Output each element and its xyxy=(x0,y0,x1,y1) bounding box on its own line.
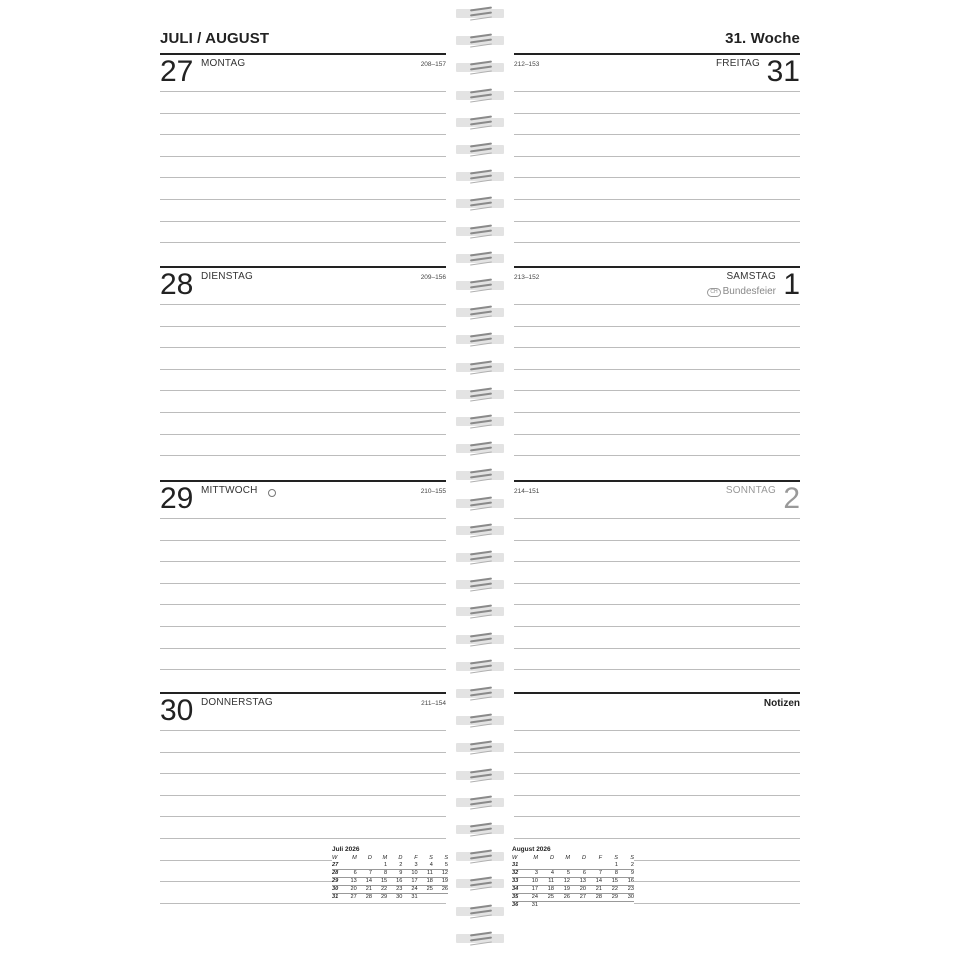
mini-calendar-header-row xyxy=(512,855,634,862)
spiral-ring xyxy=(456,577,504,591)
weekday-header: W xyxy=(512,855,518,861)
writing-line xyxy=(514,518,800,519)
writing-line xyxy=(160,177,446,178)
day-of-year: 210–155 xyxy=(420,488,446,495)
day-cell: 10 xyxy=(411,870,418,876)
writing-line xyxy=(160,604,446,605)
writing-line xyxy=(514,795,800,796)
day-cell: 8 xyxy=(384,870,388,876)
mini-calendar-title: Juli 2026 xyxy=(332,846,360,853)
writing-line xyxy=(514,604,800,605)
day-cell xyxy=(538,862,554,869)
day-section-saturday[interactable] xyxy=(514,266,800,476)
notes-title: Notizen xyxy=(763,698,800,709)
weekday-header: D xyxy=(398,855,403,861)
writing-line xyxy=(514,369,800,370)
swiss-holiday-badge-icon: CH xyxy=(707,288,720,297)
day-cell: 1 xyxy=(614,862,618,868)
spiral-ring xyxy=(456,305,504,319)
week-number: 31 xyxy=(332,894,339,900)
day-cell: 30 xyxy=(396,894,403,900)
spiral-ring xyxy=(456,360,504,374)
writing-line xyxy=(160,583,446,584)
day-cell: 3 xyxy=(534,870,538,876)
day-cell: 18 xyxy=(547,886,554,892)
mini-calendar-august xyxy=(512,846,634,909)
writing-line xyxy=(514,752,800,753)
holiday-label xyxy=(707,286,776,297)
day-cell: 18 xyxy=(426,878,433,884)
spiral-ring xyxy=(456,686,504,700)
day-cell: 5 xyxy=(566,870,570,876)
day-cell: 13 xyxy=(579,878,586,884)
writing-line xyxy=(160,903,446,904)
day-cell: 14 xyxy=(595,878,602,884)
writing-line xyxy=(160,773,446,774)
day-cell: 4 xyxy=(550,870,554,876)
holiday-name: Bundesfeier xyxy=(722,286,776,297)
day-number: 2 xyxy=(783,482,800,515)
day-cell xyxy=(522,862,538,869)
day-of-year: 214–151 xyxy=(514,488,540,495)
writing-line xyxy=(514,326,800,327)
writing-line xyxy=(160,412,446,413)
spiral-ring xyxy=(456,6,504,20)
writing-line xyxy=(160,156,446,157)
spiral-ring xyxy=(456,115,504,129)
spiral-ring xyxy=(456,278,504,292)
day-number: 27 xyxy=(160,55,194,88)
spiral-ring xyxy=(456,795,504,809)
writing-line xyxy=(160,242,446,243)
writing-line xyxy=(514,838,800,839)
section-top-rule xyxy=(160,480,446,482)
day-cell: 22 xyxy=(611,886,618,892)
day-cell: 4 xyxy=(429,862,433,868)
spiral-ring xyxy=(456,441,504,455)
day-cell: 14 xyxy=(365,878,372,884)
writing-line xyxy=(514,221,800,222)
writing-line xyxy=(514,773,800,774)
day-section-wednesday[interactable] xyxy=(160,480,446,690)
week-number: 31 xyxy=(512,862,519,868)
day-of-year: 212–153 xyxy=(514,61,540,68)
day-cell: 16 xyxy=(396,878,403,884)
mini-calendar-week-row xyxy=(512,869,634,877)
day-cell: 17 xyxy=(531,886,538,892)
week-number: 32 xyxy=(512,870,519,876)
day-cell: 12 xyxy=(441,870,449,876)
section-top-rule xyxy=(514,266,800,268)
spiral-ring xyxy=(456,740,504,754)
day-cell: 30 xyxy=(627,894,634,900)
day-cell: 27 xyxy=(350,894,357,900)
writing-line xyxy=(514,730,800,731)
day-cell: 29 xyxy=(380,894,388,900)
weekday-header: D xyxy=(581,855,586,861)
spiral-ring xyxy=(456,931,504,945)
day-cell: 5 xyxy=(444,862,449,868)
mini-calendar-week-row xyxy=(512,901,634,909)
weekday-header: W xyxy=(332,855,338,861)
week-number: 35 xyxy=(512,894,519,900)
writing-line xyxy=(160,648,446,649)
mini-calendar-week-row xyxy=(332,885,448,893)
writing-line xyxy=(160,304,446,305)
writing-line xyxy=(160,326,446,327)
spiral-ring xyxy=(456,496,504,510)
day-cell: 20 xyxy=(350,886,357,892)
mini-calendar-week-row xyxy=(512,893,634,901)
day-cell: 7 xyxy=(368,870,372,876)
day-cell: 10 xyxy=(531,878,538,884)
spiral-ring xyxy=(456,387,504,401)
day-cell xyxy=(418,894,433,901)
day-name: SONNTAG xyxy=(725,485,776,496)
section-top-rule xyxy=(160,53,446,55)
week-number: 28 xyxy=(332,870,339,876)
writing-line xyxy=(160,752,446,753)
day-cell: 9 xyxy=(399,870,403,876)
writing-line xyxy=(514,113,800,114)
section-top-rule xyxy=(160,266,446,268)
section-top-rule xyxy=(160,692,446,694)
spiral-ring xyxy=(456,88,504,102)
day-number: 31 xyxy=(766,55,800,88)
spiral-ring xyxy=(456,332,504,346)
day-cell xyxy=(538,902,554,909)
mini-calendar-week-row xyxy=(332,893,448,901)
writing-line xyxy=(514,626,800,627)
mini-calendar-header-row xyxy=(332,855,448,862)
week-header: 31. Woche xyxy=(725,30,800,47)
day-cell: 2 xyxy=(399,862,403,868)
writing-line xyxy=(160,434,446,435)
mini-calendar-title: August 2026 xyxy=(512,846,551,853)
spiral-ring xyxy=(456,251,504,265)
writing-line xyxy=(160,816,446,817)
day-cell: 31 xyxy=(411,894,418,900)
day-cell: 8 xyxy=(614,870,618,876)
spiral-ring xyxy=(456,523,504,537)
day-cell: 24 xyxy=(531,894,538,900)
weekday-header: S xyxy=(614,855,618,861)
day-of-year: 209–156 xyxy=(420,274,446,281)
day-cell xyxy=(554,902,570,909)
writing-line xyxy=(160,113,446,114)
right-page xyxy=(512,0,960,960)
weekday-header: F xyxy=(414,855,418,861)
day-of-year: 208–157 xyxy=(420,61,446,68)
spiral-ring xyxy=(456,713,504,727)
day-cell: 17 xyxy=(411,878,418,884)
writing-line xyxy=(514,134,800,135)
writing-line xyxy=(160,795,446,796)
day-cell: 28 xyxy=(365,894,372,900)
weekday-header: M xyxy=(352,855,357,861)
day-name: DONNERSTAG xyxy=(201,697,273,708)
day-section-monday[interactable] xyxy=(160,53,446,263)
day-of-year: 211–154 xyxy=(421,700,446,707)
mini-calendar-week-row xyxy=(512,862,634,869)
day-cell: 15 xyxy=(380,878,388,884)
week-number: 29 xyxy=(332,878,339,884)
writing-line xyxy=(160,626,446,627)
spiral-ring xyxy=(456,414,504,428)
weekday-header: S xyxy=(630,855,634,861)
day-cell: 22 xyxy=(380,886,388,892)
day-cell: 21 xyxy=(365,886,372,892)
weekday-header: D xyxy=(367,855,372,861)
writing-line xyxy=(514,91,800,92)
mini-calendar-july xyxy=(332,846,448,901)
weekday-header: S xyxy=(429,855,433,861)
spiral-ring xyxy=(456,904,504,918)
day-cell: 26 xyxy=(441,886,449,892)
writing-line xyxy=(514,561,800,562)
day-name: FREITAG xyxy=(716,58,760,69)
writing-line xyxy=(160,455,446,456)
day-cell: 16 xyxy=(627,878,634,884)
writing-line xyxy=(160,390,446,391)
day-cell: 20 xyxy=(579,886,586,892)
day-number: 28 xyxy=(160,268,194,301)
mini-calendar-grid xyxy=(332,855,448,901)
week-number: 34 xyxy=(512,886,519,892)
writing-line xyxy=(514,434,800,435)
day-cell: 19 xyxy=(563,886,570,892)
full-moon-icon xyxy=(268,489,276,497)
mini-calendar-week-row xyxy=(332,877,448,885)
day-cell xyxy=(357,862,372,869)
day-cell: 31 xyxy=(531,902,538,908)
mini-calendar-week-row xyxy=(512,877,634,885)
day-cell: 2 xyxy=(630,862,634,868)
week-number: 30 xyxy=(332,886,339,892)
day-cell: 15 xyxy=(611,878,618,884)
day-cell xyxy=(433,894,448,901)
writing-line xyxy=(160,134,446,135)
writing-line xyxy=(514,199,800,200)
weekday-header: S xyxy=(444,855,449,861)
day-cell xyxy=(570,862,586,869)
spiral-ring xyxy=(456,768,504,782)
day-cell: 24 xyxy=(411,886,418,892)
spiral-ring xyxy=(456,659,504,673)
day-cell: 29 xyxy=(611,894,618,900)
day-cell: 13 xyxy=(350,878,357,884)
day-cell: 1 xyxy=(384,862,388,868)
day-cell xyxy=(586,862,602,869)
spiral-ring xyxy=(456,550,504,564)
spiral-ring xyxy=(456,632,504,646)
writing-line xyxy=(514,177,800,178)
day-cell: 9 xyxy=(630,870,634,876)
day-cell: 3 xyxy=(414,862,418,868)
writing-line xyxy=(514,583,800,584)
weekday-header: D xyxy=(549,855,554,861)
day-name: DIENSTAG xyxy=(201,271,253,282)
day-cell: 25 xyxy=(426,886,433,892)
week-number: 36 xyxy=(512,902,519,908)
day-cell: 26 xyxy=(563,894,570,900)
day-name: SAMSTAG xyxy=(726,271,776,282)
writing-line xyxy=(160,518,446,519)
day-number: 30 xyxy=(160,694,194,727)
mini-calendar-week-row xyxy=(512,885,634,893)
spiral-ring xyxy=(456,33,504,47)
writing-line xyxy=(514,347,800,348)
day-cell: 11 xyxy=(548,878,554,884)
writing-line xyxy=(514,669,800,670)
spiral-ring xyxy=(456,169,504,183)
spiral-ring xyxy=(456,876,504,890)
day-cell: 25 xyxy=(547,894,554,900)
day-section-tuesday[interactable] xyxy=(160,266,446,476)
writing-line xyxy=(160,669,446,670)
weekday-header: M xyxy=(533,855,538,861)
day-name: MONTAG xyxy=(201,58,246,69)
week-number: 33 xyxy=(512,878,519,884)
writing-line xyxy=(514,390,800,391)
day-of-year: 213–152 xyxy=(514,274,540,281)
day-cell: 23 xyxy=(396,886,403,892)
spiral-ring xyxy=(456,604,504,618)
day-number: 29 xyxy=(160,482,194,515)
writing-line xyxy=(160,199,446,200)
day-section-friday[interactable] xyxy=(514,53,800,263)
left-page xyxy=(0,0,448,960)
day-name: MITTWOCH xyxy=(201,485,258,496)
spiral-ring xyxy=(456,468,504,482)
day-cell xyxy=(554,862,570,869)
writing-line xyxy=(160,540,446,541)
writing-line xyxy=(514,540,800,541)
week-number: 27 xyxy=(332,862,339,868)
section-top-rule xyxy=(514,480,800,482)
day-cell: 11 xyxy=(427,870,433,876)
day-section-sunday[interactable] xyxy=(514,480,800,690)
writing-line xyxy=(514,242,800,243)
writing-line xyxy=(160,561,446,562)
writing-line xyxy=(514,156,800,157)
day-cell xyxy=(342,862,357,869)
day-cell: 27 xyxy=(579,894,586,900)
writing-line xyxy=(514,455,800,456)
section-top-rule xyxy=(514,53,800,55)
spiral-ring xyxy=(456,822,504,836)
month-header: JULI / AUGUST xyxy=(160,30,270,47)
writing-line xyxy=(514,648,800,649)
writing-line xyxy=(514,304,800,305)
spiral-ring xyxy=(456,142,504,156)
day-cell xyxy=(618,902,634,909)
writing-line xyxy=(514,816,800,817)
weekday-header: M xyxy=(382,855,388,861)
day-cell: 6 xyxy=(582,870,586,876)
writing-line xyxy=(160,838,446,839)
day-cell: 6 xyxy=(353,870,357,876)
day-cell: 12 xyxy=(563,878,570,884)
weekday-header: F xyxy=(598,855,602,861)
day-cell xyxy=(570,902,586,909)
spiral-ring xyxy=(456,196,504,210)
spiral-ring xyxy=(456,60,504,74)
writing-line xyxy=(160,347,446,348)
writing-line xyxy=(160,369,446,370)
section-top-rule xyxy=(514,692,800,694)
mini-calendar-week-row xyxy=(332,869,448,877)
writing-line xyxy=(160,730,446,731)
day-cell xyxy=(586,902,602,909)
spiral-ring xyxy=(456,849,504,863)
day-number: 1 xyxy=(783,268,800,301)
day-cell xyxy=(602,902,618,909)
day-cell: 21 xyxy=(595,886,602,892)
mini-calendar-grid xyxy=(512,855,634,909)
spiral-ring xyxy=(456,224,504,238)
day-cell: 23 xyxy=(627,886,634,892)
writing-line xyxy=(160,221,446,222)
day-cell: 19 xyxy=(441,878,449,884)
day-cell: 28 xyxy=(595,894,602,900)
mini-calendar-week-row xyxy=(332,862,448,869)
writing-line xyxy=(514,412,800,413)
weekday-header: M xyxy=(565,855,570,861)
day-cell: 7 xyxy=(598,870,602,876)
writing-line xyxy=(160,91,446,92)
spiral-binding xyxy=(448,0,512,960)
